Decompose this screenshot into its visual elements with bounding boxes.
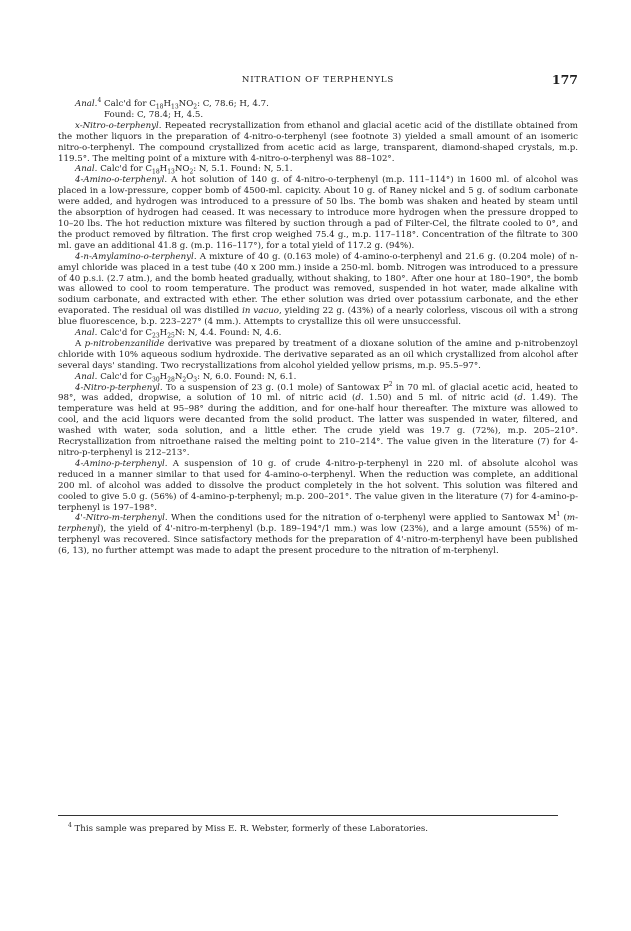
paragraph-4-amino-o-terphenyl: 4-Amino-o-terphenyl. A hot solution of 140 g. of 4-nitro-o-terphenyl (m.p. 111–114°) in 1600 ml. of alcohol was placed in a low-pressure, copper bomb of 4500-ml. capicity. About 10 g. of Raney nickel and 5 g. of sodium carbonate were added, and hydrogen was introduced to a pressure of 50 lbs. The bomb was shaken and heated by steam until the absorption of hydrogen had ceased. It was necessary to introduce more hydrogen when the pressure dropped to 10–20 lbs. The hot reduction mixture was filtered by suction through a pad of Filter-Cel, the filtrate cooled to 0°, and the product removed by filtration. The first crop weighed 75.4 g., m.p. 117–118°. Concentration of the filtrate to 300 ml. gave an additional 41.8 g. (m.p. 116–117°), for a total yield of 117.2 g. (94%). (58, 175, 579, 251)
paragraph-title: 4-Amino-o-terphenyl. (75, 175, 168, 186)
page-number: 177 (551, 72, 578, 87)
analysis-line: Anal. Calc'd for $C_{30}H_{28}N_2O_3$: N, 6.0. Found: N, 6.1. (75, 371, 297, 384)
paragraph-4-amino-p-terphenyl: 4-Amino-p-terphenyl. A suspension of 10 g. of crude 4-nitro-p-terphenyl in 220 ml. of absolute alcohol was reduced in a manner similar to that used for 4-amino-o-terphenyl. When the reduction was complete, an additional 200 ml. of alcohol was added to dissolve the product completely in the hot solvent. This solution was filtered and cooled to give 5.0 g. (56%) of 4-amino-p-terphenyl; m.p. 200–201°. The value given in the literature (7) for 4-amino-p-terphenyl is 197–198°. (58, 458, 578, 513)
paragraph-4-nitro-p-terphenyl: 4-Nitro-p-terphenyl. To a suspension of 23 g. (0.1 mole) of Santowax $P^2$ in 70 ml. of glacial acetic acid, heated to 98°, was added, dropwise, a solution of 10 ml. of nitric acid (d. 1.50) and 5 ml. of nitric acid (d. 1.49). The temperature was held at 95–98° during the addition, and for one-half hour thereafter. The mixture was allowed to cool, and the acid liquors were decanted from the solid product. The latter was suspended in water, filtered, and washed with water, soda solution, and a little ether. The crude yield was 19.7 g. (72%), m.p. 205–210°. Recrystallization from nitroethane raised the melting point to 210–214°. The value given in the literature (7) for 4-nitro-p-terphenyl is 212–213°. (58, 380, 578, 458)
analysis-line: Anal. Calc'd for $C_{18}H_{13}NO_2$: N, 5.1. Found: N, 5.1. (75, 164, 293, 177)
paragraph-title: 4-n-Amylamino-o-terphenyl. (75, 251, 197, 262)
paragraph-x-nitro-o-terphenyl: x-Nitro-o-terphenyl. Repeated recrystallization from ethanol and glacial acetic acid of the distillate obtained from the mother liquors in the preparation of 4-nitro-o-terphenyl (see footnote 3) yielded a small amount of an isomeric nitro-o-terphenyl. The compound crystallized from acetic acid as large, transparent, diamond-shaped crystals, m.p. 119.5°. The melting point of a mixture with 4-nitro-o-terphenyl was 88–102°. (58, 120, 578, 164)
paragraph-title: x-Nitro-o-terphenyl. (75, 120, 162, 131)
running-title: NITRATION OF TERPHENYLS (241, 75, 395, 85)
paragraph-4-prime-nitro-m-terphenyl: 4'-Nitro-m-terphenyl. When the conditions used for the nitration of o-terphenyl were applied to Santowax $M^1$ (m-terphenyl), the yield of 4'-nitro-m-terphenyl (b.p. 189–194°/1 mm.) was low (23%), and a large amount (55%) of m-terphenyl was recovered. Since satisfactory methods for the preparation of 4'-nitro-m-terphenyl have been published (6, 13), no further attempt was made to adapt the present procedure to the nitration of m-terphenyl. (58, 511, 578, 557)
page-header (58, 72, 578, 88)
footnote-mark: 4 (68, 822, 72, 830)
paragraph-title: 4-Nitro-p-terphenyl. (75, 382, 163, 393)
paragraph-title: p-nitrobenzanilide (84, 338, 165, 349)
paragraph-title: 4-Amino-p-terphenyl. (75, 458, 168, 469)
analysis-calcd-line: Anal.$^4$ Calc'd for $C_{18}H_{13}NO_2$: C, 78.6; H, 4.7. (75, 97, 269, 111)
footnote-divider (58, 815, 558, 816)
analysis-found-line: Found: C, 78.4; H, 4.5. (104, 109, 204, 120)
footnote (58, 824, 578, 835)
anal-label: Anal. (75, 99, 98, 109)
footnote-ref: 4 (97, 97, 102, 105)
footnote-text: This sample was prepared by Miss E. R. Webster, formerly of these Laboratories. (71, 824, 428, 834)
analysis-line: Anal. Calc'd for $C_{23}H_{25}N$: N, 4.4. Found: N, 4.6. (75, 328, 282, 340)
paragraph-4-n-amylamino-o-terphenyl: 4-n-Amylamino-o-terphenyl. A mixture of 40 g. (0.163 mole) of 4-amino-o-terphenyl and 21.6 g. (0.204 mole) of n-amyl chloride was placed in a test tube (40 x 200 mm.) inside a 250-ml. bomb. Nitrogen was introduced to a pressure of 40 p.s.i. (2.7 atm.), and the bomb heated gradually, without shaking, to 180°. After one hour at 180–190°, the bomb was allowed to cool to room temperature. The product was removed, suspended in hot water, made alkaline with sodium carbonate, and extracted with ether. The ether solution was dried over potassium carbonate, and the ether evaporated. The residual oil was distilled in vacuo, yielding 22 g. (43%) of a nearly colorless, viscous oil with a strong blue fluorescence, b.p. 223–227° (4 mm.). Attempts to crystallize this oil were unsuccessful. (58, 251, 578, 328)
paragraph-p-nitrobenzanilide: A p-nitrobenzanilide derivative was prepared by treatment of a dioxane solution of the amine and p-nitrobenzoyl chloride with 10% aqueous sodium hydroxide. The derivative separated as an oil which crystallized from alcohol after several days' standing. Two recrystallizations from alcohol yielded yellow prisms, m.p. 95.5–97°. (58, 338, 578, 371)
body-text (58, 99, 578, 557)
paragraph-title: 4'-Nitro-m-terphenyl. (75, 513, 168, 524)
